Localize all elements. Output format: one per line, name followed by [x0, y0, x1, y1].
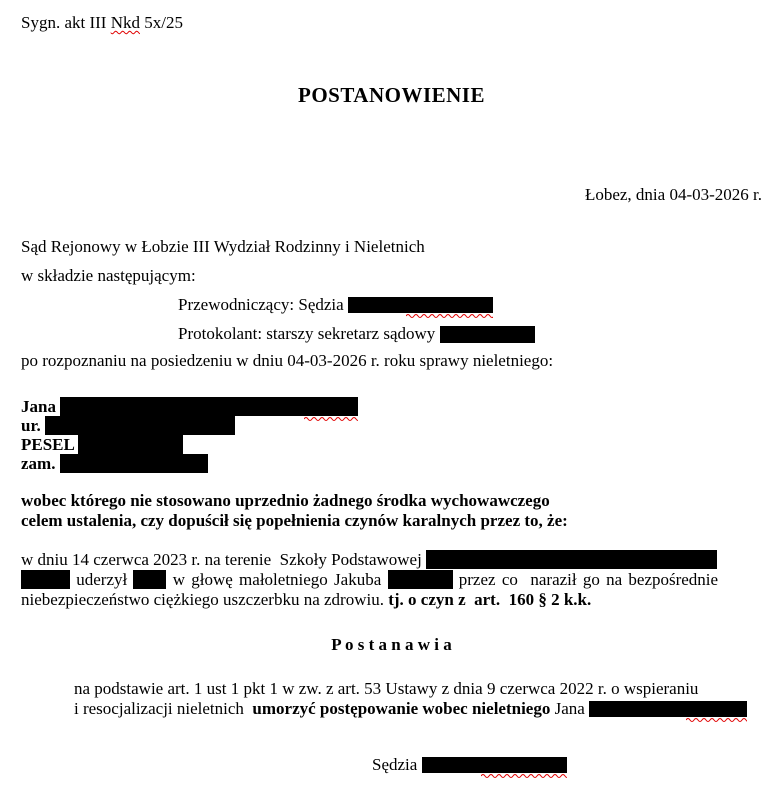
- red-squiggle: [406, 312, 493, 318]
- act-line3: [21, 590, 762, 610]
- act-line1-text: w dniu 14 czerwca 2023 r. na terenie Szkoły Podstawowej: [21, 550, 427, 569]
- ruling-line2-after: Jana: [550, 699, 590, 718]
- redaction-bar: [45, 416, 235, 435]
- minor-name-label: Jana: [21, 397, 61, 416]
- minor-name-line: [21, 397, 762, 416]
- redaction-bar: [60, 454, 208, 473]
- act-line3-text: niebezpieczeństwo ciężkiego uszczerbku na zdrowiu.: [21, 590, 389, 609]
- minor-details-block: [21, 397, 762, 473]
- presiding-judge-line: [178, 290, 762, 319]
- hearing-line: po rozpoznaniu na posiedzeniu w dniu 04-03-2026 r. roku sprawy nieletniego:: [21, 351, 554, 370]
- act-line2-text2: w głowę małoletniego Jakuba: [166, 570, 388, 589]
- act-line2-text3: przez co naraził go na bezpośrednie: [452, 570, 719, 589]
- red-squiggle: [686, 716, 747, 722]
- act-line2: [21, 570, 762, 590]
- redaction-bar: [422, 757, 567, 773]
- legal-qualification: tj. o czyn z art. 160 § 2 k.k.: [388, 590, 592, 609]
- judge-signature-label: Sędzia: [372, 755, 422, 774]
- redaction-bar: [440, 326, 535, 343]
- clerk-line: [178, 319, 762, 348]
- minor-birth-line: [21, 416, 762, 435]
- redaction-bar: [133, 570, 166, 589]
- act-description-paragraph: [21, 550, 762, 610]
- ruling-decision-bold: umorzyć postępowanie wobec nieletniego: [252, 699, 551, 718]
- ruling-line2: [74, 699, 762, 719]
- red-squiggle: [304, 415, 358, 421]
- place-date-line: Łobez, dnia 04-03-2026 r.: [584, 185, 762, 204]
- ruling-line2-normal: i resocjalizacji nieletnich: [74, 699, 253, 718]
- case-number-prefix: Sygn. akt III: [21, 13, 111, 32]
- case-number: [21, 13, 762, 33]
- act-line1: [21, 550, 762, 570]
- minor-birth-label: ur.: [21, 416, 45, 435]
- redaction-bar: [589, 701, 747, 717]
- signature-line: [372, 755, 762, 775]
- clerk-label: Protokolant: starszy sekretarz sądowy: [178, 324, 440, 343]
- redaction-bar: [426, 550, 717, 569]
- presiding-judge-label: Przewodniczący: Sędzia: [178, 295, 348, 314]
- minor-pesel-line: [21, 435, 762, 454]
- minor-address-line: [21, 454, 762, 473]
- ruling-paragraph: [74, 679, 762, 719]
- ruling-heading: P o s t a n a w i a: [331, 635, 452, 654]
- court-name: Sąd Rejonowy w Łobzie III Wydział Rodzinny i Nieletnich: [21, 237, 425, 256]
- redaction-bar: [21, 570, 70, 589]
- ruling-line1: na podstawie art. 1 ust 1 pkt 1 w zw. z art. 53 Ustawy z dnia 9 czerwca 2022 r. o wspieraniu: [74, 679, 699, 698]
- case-number-suffix: 5x/25: [140, 13, 183, 32]
- redaction-bar: [348, 297, 493, 313]
- minor-address-label: zam.: [21, 454, 60, 473]
- redaction-bar: [60, 397, 358, 416]
- composition-intro: w składzie następującym:: [21, 266, 196, 285]
- court-composition-block: [21, 232, 762, 348]
- charge-intro-paragraph: [21, 491, 762, 531]
- red-squiggle: [481, 772, 567, 778]
- case-number-misspelled-term: Nkd: [110, 13, 140, 32]
- charge-intro-line1: wobec którego nie stosowano uprzednio żadnego środka wychowawczego: [21, 491, 550, 510]
- document-title: POSTANOWIENIE: [298, 83, 485, 107]
- minor-pesel-label: PESEL: [21, 435, 79, 454]
- act-line2-text1: uderzył: [70, 570, 134, 589]
- redaction-bar: [388, 570, 453, 589]
- redaction-bar: [78, 435, 183, 454]
- charge-intro-line2: celem ustalenia, czy dopuścił się popełnienia czynów karalnych przez to, że:: [21, 511, 568, 530]
